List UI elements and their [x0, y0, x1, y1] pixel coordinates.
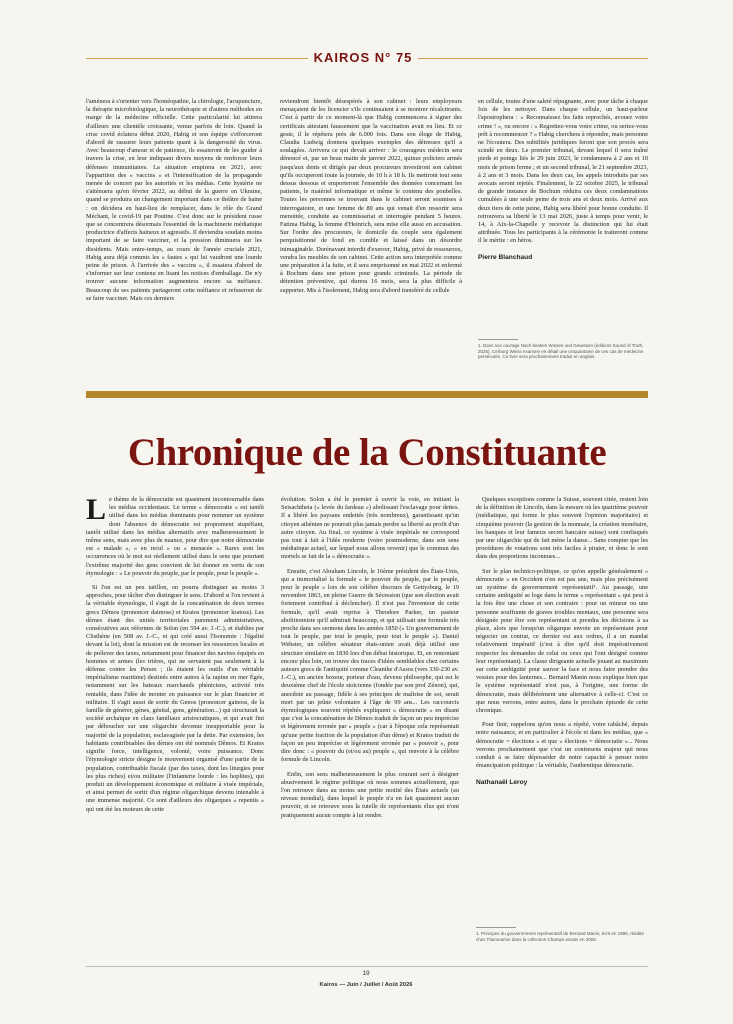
footnote: 1. Dans son ouvrage Nach bestem Wissen und Gewissen (éditions Sound of Truth, 2025), Cerburg Weiss examine en détail une cinquantaine de ces cas de médecins persécutés. Ce livre sera prochainement traduit en anglais.	[478, 343, 644, 360]
chronicle-col-1	[86, 496, 264, 958]
author-signature: Nathanaël Leroy	[476, 778, 528, 786]
top-article-col-1	[86, 98, 262, 378]
header-rule-right	[418, 58, 648, 59]
paragraph: en cellule, toutes d'une saleté répugnante, avec pour tâche à chaque fois de les nettoyer. Dans chaque cellule, un haut-parleur l'apostrophera : « Reconnaissez les faits reprochés, avouez votre crime ! », ou encore : « Regrettez-vous votre crime, ou seriez-vous prêt à recommencer ? » Habig cherchera à répondre, mais personne ne l'écoutera. Des subtilités juridiques feront que son procès sera scindé en deux. Le premier tribunal, devant lequel il sera traîné pieds et poings liés le 29 juin 2023, le condamnera à 2 ans et 10 mois de prison ferme ; et un second tribunal, le 21 septembre 2023, à 2 ans et 3 mois. Dans les deux cas, les appels introduits par ses avocats seront rejetés. Finalement, le 22 octobre 2025, le tribunal de grande instance de Bochum réduira ces deux condamnations cumulées à une seule peine de trois ans et deux mois. Arrivé aux deux tiers de cette peine, Habig sera libéré pour bonne conduite. Il retrouvera sa liberté le 13 mai 2026, juste à temps pour venir, le 14, à Aix-la-Chapelle y recevoir la distinction qui lui était attribuée. Tous les participants à la cérémonie le traiteront comme il le mérite : en héros.	[478, 98, 648, 245]
paragraph: Si l'on est un peu tatillon, on pourra distinguer au moins 3 approches, pour tâcher d'en distinguer le sens. D'abord si l'on revient à la véritable étymologie, il s'agit de la concaténation de deux termes grecs Dêmos (prononcer daimoss) et Kratos (prononcer kratoss). Les dèmes étant des unités territoriales purement administratives, consécutives aux réformes de Solon (en 594 av. J.-C.), et établies par Clisthène (en 508 av. J.-C., et qui créé aussi l'Isonomie : l'égalité devant la loi), dont la mission est de recenser les ressources locales et de prélever des taxes, notamment pour financer des navires équipés en hommes et armes (les trières, qui ne servaient pas seulement à la défense contre les Perses ; ils étaient les outils d'un véritable impérialisme maritime) destinés entre autres à la rapine en mer Égée, notamment sur les bateaux marchands phéniciens, activité très rentable, dans l'idée de monter en puissance sur le plan financier et militaire. Il s'agit aussi de sortir du Genos (prononcer gainoss, de la famille de générer, gènes, génital, gens, génération...) qui structurait la société archaïque en clans familiaux aristocratiques, et qui avait fini par déboucher sur une oligarchie devenue insupportable pour la majorité de la population, esclavagisée par la dette. Par extension, les habitants contribuables des dèmes ont été nommés Dêmos. Et Kratos signifie force, intelligence, volonté, voire puissance. Donc l'étymologie stricte désigne le mouvement organisé d'une partie de la population, contribuable fiscale (par des taxes, dont les liturgies pour les plus riches) et/ou militaire (l'infanterie lourde : les hoplites), qui produit un développement économique et militaire à visée impériale, et ainsi permet de sortir d'un régime oligarchique devenu intenable à une immense majorité. Ce sont d'ailleurs des oligarques « repentis » qui ont été les moteurs de cette	[86, 584, 264, 813]
drop-cap: L	[86, 496, 107, 526]
issue-footer: Kairos — Juin / Juillet / Août 2026	[319, 982, 413, 988]
paragraph: reviendront bientôt désespérés à son cabinet : leurs employeurs menaçaient de les licencier s'ils continuaient à se montrer récalcitrants. C'est à partir de ce moment-là que Habig commencera à signer des certificats attestant faussement que la vaccination avait eu lieu. Et ce geste, il le répétera près de 6.000 fois. Dans son éloge de Habig, Claudia Ludwig donnera quelques exemples des détresses qu'il a soulagées. Arrivera ce qui devait arriver : le courageux médecin sera dénoncé et, par un beau matin de janvier 2022, quinze policiers armés jusqu'aux dents et dirigés par deux procureurs investiront son cabinet qu'ils occuperont toute la journée, de 10 h à 18 h. Ils mettront tout sens dessus dessous et emporteront l'ensemble des données concernant les patients, le matériel informatique et même le contenu des poubelles. Toutes les personnes se trouvant dans le cabinet seront soumises à interrogatoire, et une femme de 80 ans qui venait d'en ressortir sera menottée, conduite au commissariat et interrogée pendant 5 heures. Fatima Habig, la femme d'Heinrich, sera mise elle aussi en accusation. Sur l'ordre des procureurs, le domicile du couple sera également perquisitionné de fond en comble et laissé dans un désordre inimaginable. Dorénavant interdit d'exercer, Habig, privé de ressources, vendra les meubles de son cabinet. Cette action sera interprétée comme une préparation à la fuite, et il sera emprisonné en mai 2022 et enfermé à Bochum dans une prison pour grands criminels. La période de détention préventive, qui durera 16 mois, sera la plus difficile à supporter. Mis à l'isolement, Habig sera d'abord transféré de cellule	[280, 98, 462, 294]
chronicle-col-3	[476, 496, 648, 921]
paragraph: Quelques exceptions comme la Suisse, souvent citée, restent loin de la définition de Lincoln, dans la mesure où les quatrième pouvoir (médiatique, qui forme le plus souvent l'opinion majoritaire) et cinquième pouvoir (la gestion de la monnaie, la création monétaire, les banques et leur fameux secret bancaire suisse) sont confisqués par une oligarchie qui de fait mène la danse... Sans compter que les procédures de votations sont très faciles à pirater, et donc le sont dans des proportions inconnues...	[476, 496, 648, 561]
paragraph: Sur le plan technico-politique, ce qu'on appelle généralement « démocratie » en Occident n'en est pas une, mais plus précisément un système de gouvernement représentatif¹. Au passage, une certaine ambiguïté se loge dans le terme « représentant » qui peut à la fois être une chose et son contraire : pour un mineur ou une personne souffrante de graves troubles mentaux, une personne sera désignée pour être son représentant et prendra les décisions à sa place, alors que lorsqu'un oligarque envoie un représentant pour négocier un contrat, ce dernier est aux ordres, il a un mandat relativement impératif (c'est à dire qu'il doit impérativement respecter les demandes de celui ou ceux qui l'ont désigné comme leur représentant). La classe dirigeante actuelle jouant au maximum sur cette ambiguïté pour sauver la face et nous faire prendre des vessies pour des lanternes... Bernard Manin nous explique bien que le système représentatif n'est pas, à l'origine, une forme de démocratie, mais délibérément une alternative à celle-ci. C'est ce que nous verrons, entre autres, dans le prochain épisode de cette chronique.	[476, 567, 648, 715]
article-title: Chronique de la Constituante	[127, 431, 607, 474]
top-article-col-3	[478, 98, 648, 328]
top-article-col-2	[280, 98, 462, 378]
footnote-rule	[476, 927, 516, 928]
paragraph: l'amènera à s'orienter vers l'homéopathie, la chirologie, l'acupuncture, la thérapie microbiologique, la neurothérapie et d'autres méthodes en marge de la médecine officielle. Cette particularité lui attirera d'ailleurs une clientèle croissante, venue parfois de loin. Quand la crise covid éclatera début 2020, Habig et son équipe s'efforceront d'abord de rassurer leurs patients quant à la dangerosité du virus. Avec beaucoup d'amour et de patience, ils essaieront de les guider à travers la crise, en leur indiquant divers moyens de renforcer leurs défenses immunitaires. La situation empirera en 2021, avec l'apparition des « vaccins » et l'intensification de la propagande menée de concert par les autorités et les médias. Cette hystérie ne s'atténuera qu'en février 2022, au début de la guerre en Ukraine, quand se produira un changement important dans ce théâtre de haine : on décidera en haut-lieu de remplacer, dans le rôle du Grand Méchant, le covid-19 par Poutine. C'est donc sur le président russe que se concentrera désormais l'essentiel de la machinerie médiatique productrice d'affects haineux et agressifs. Il deviendra soudain moins important de se faire vacciner, et la pression diminuera sur les dissidents. Mais entre-temps, au cours de l'année cruciale 2021, Habig aura déjà commis les « fautes » qui lui vaudront une lourde peine de prison. À l'arrivée des « vaccins », il essaiera d'abord de s'informer sur leur contenu en lisant les notices d'emballage. De n'y trouver aucune information augmentera encore sa méfiance. Beaucoup de ses patients partageront cette méfiance et refuseront de se faire vacciner. Mais ces derniers	[86, 98, 262, 302]
paragraph: Le thème de la démocratie est quasiment incontournable dans les médias occidentaux. Le terme « démocratie » est tantôt utilisé dans les médias dominants pour nommer un système dont l'absence de démocratie est proprement stupéfiant, tantôt utilisé dans les médias alternatifs avec malheureusement le même sens, mais avec plus de nuance, pour dire que notre démocratie est « malade », « en recul » ou « menacée ». Rares sont les occurrences où le mot est réellement utilisé dans le sens que pourtant l'extrême majorité des gens convient de lui donner en vertu de son étymologie : « Le pouvoir du peuple, par le peuple, pour le peuple ».	[86, 496, 264, 577]
footnote: 1. Principes du gouvernement représentatif de Bernard Manin, écrit en 1995, réédité chez Flammarion dans la collection Champs essais en 2008.	[476, 931, 644, 942]
chronicle-col-2	[281, 496, 459, 958]
author-signature: Pierre Blanchaud	[478, 253, 533, 261]
paragraph: Ensuite, c'est Abraham Lincoln, le 16ème président des États-Unis, qui a immortalisé la formule « le pouvoir du peuple, par le peuple, pour le peuple » lors de son célèbre discours de Gettysburg, le 19 novembre 1863, en pleine Guerre de Sécession (que son élection avait fortement contribué à déclencher). Il n'est pas l'inventeur de cette formule, qu'il avait reprise à Theodore Parker, un pasteur abolitionniste qu'il admirait beaucoup, et qui utilisait une formule très proche dans ses sermons dans les années 1850 (« Un gouvernement de tout le peuple, par tout le peuple, pour tout le peuple »). Daniel Webster, un célèbre sénateur états-unien avait déjà utilisé une structure similaire en 1830 lors d'un débat historique. Et, en remontant encore plus loin, on trouve des traces d'idées semblables chez certains auteurs grecs de l'antiquité comme Cleanthe d'Assos (vers 330-230 av. J.-C.), un ancien boxeur, porteur d'eau, devenu philosophe, qui est le deuxième chef de l'école stoïcienne (fondée par son prof Zénon), qui, anecdote au passage, fidèle à ses principes de maîtrise de soi, serait mort par un jeûne volontaire à l'âge de 99 ans... Les raccourcis étymologiques souvent répétés expliquent « démocratie » en disant que c'est la concaténation de Dêmos traduit de façon un peu imprécise et légèrement erronée par « peuple » (car à l'époque cela représentait qu'une petite fraction de la population d'un dème) et Kratos traduit de façon un peu imprécise et légèrement erronée par « pouvoir », pour dire donc : « pouvoir du (et/ou au) peuple », qui renvoie à la célèbre formule de Lincoln.	[281, 567, 459, 764]
page-number: 19	[362, 970, 370, 977]
paragraph: évolution. Solon a été le premier à ouvrir la voie, en initiant la Seisachtheia (« levée du fardeau ») abolissant l'esclavage pour dettes. Il a libéré les paysans endettés (très nombreux), garantissant qu'un citoyen athénien ne pourrait plus jamais perdre sa liberté au profit d'un autre citoyen. Au final, ce système à visée impériale ne correspond pas tout à fait à l'idée moderne (voire postmoderne, dans son sens médiatique actuel, sur lequel nous allons revenir) que le commun des mortels se fait de la « démocratie ».	[281, 496, 459, 561]
section-divider-band	[86, 391, 648, 398]
paragraph: Pour finir, rappelons qu'on nous a répété, voire rabâché, depuis notre naissance, et en particulier à l'école et dans les médias, que « démocratie = élections » et que « élections = démocratie »... Nous verrons prochainement que c'est un contresens majeur qui nous conduit à se faire déposséder de notre capacité à penser notre émancipation politique : la véritable, l'authentique démocratie.	[476, 721, 648, 770]
header-rule-left	[86, 58, 308, 59]
issue-header: KAIROS N° 75	[313, 50, 413, 65]
footer-rule	[86, 966, 648, 967]
footnote-rule	[478, 339, 518, 340]
paragraph: Enfin, son sens malheureusement le plus courant sert à désigner abusivement le régime politique où nous sommes actuellement, que l'on retrouve dans au moins une petite moitié des États actuels (au niveau mondial), dans lequel le peuple n'a en fait quasiment aucun pouvoir, et se retrouve sous la tutelle de représentants élus qui n'ont pratiquement aucun compte à lui rendre.	[281, 770, 459, 819]
